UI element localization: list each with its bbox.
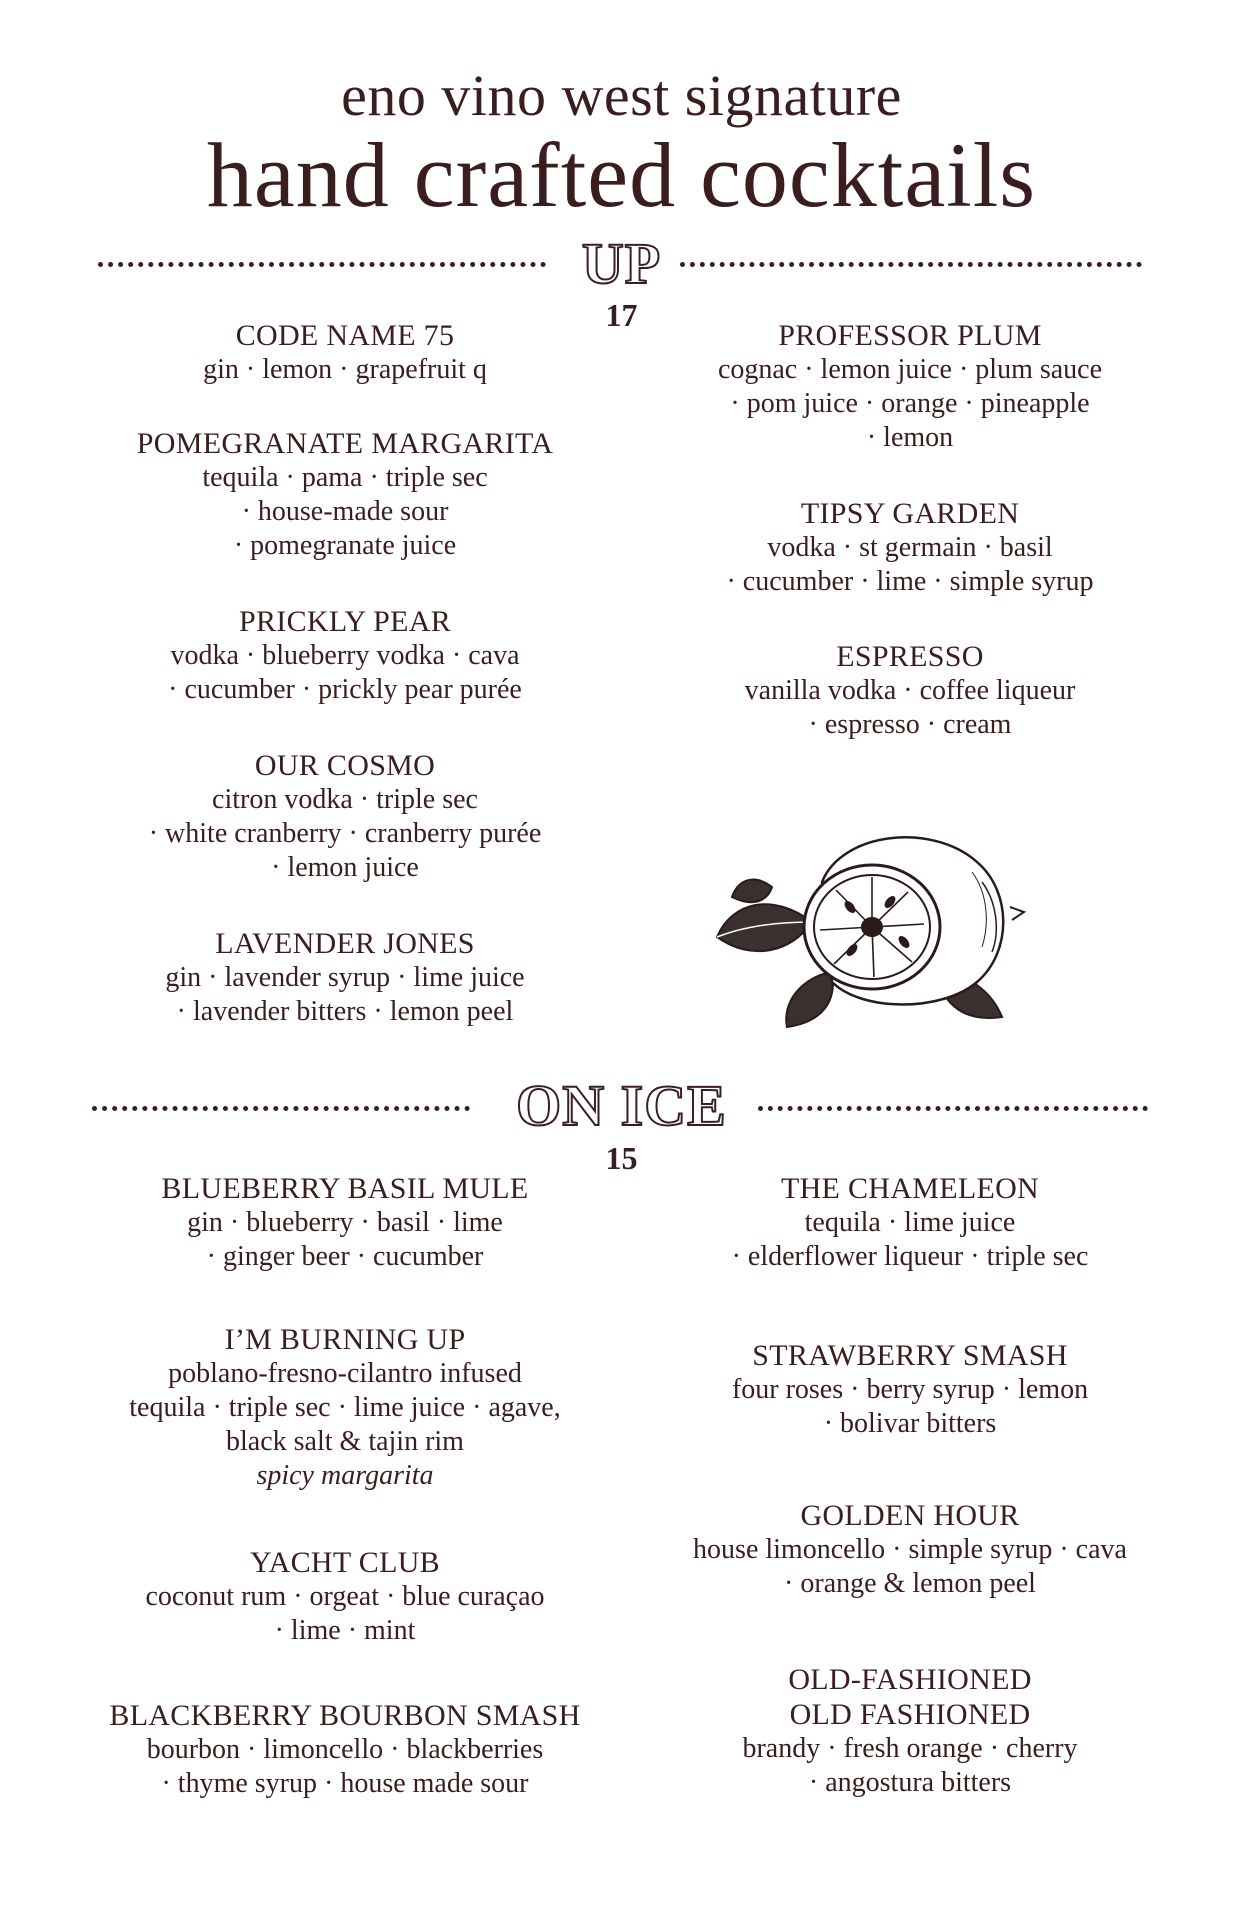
item-ingredients: brandy · fresh orange · cherry [742,1733,1078,1764]
item-name: STRAWBERRY SMASH [752,1339,1068,1372]
item-ingredients: · pom juice · orange · pineapple [730,388,1090,419]
item-name: BLUEBERRY BASIL MULE [161,1172,529,1205]
item-ingredients: gin · blueberry · basil · lime [187,1207,503,1238]
item-ingredients: · ginger beer · cucumber [206,1241,484,1272]
item-ingredients: · lemon juice [271,852,419,883]
menu-item [640,1171,1180,1274]
item-name: GOLDEN HOUR [800,1499,1020,1532]
menu-item [640,1662,1180,1800]
item-ingredients: · pomegranate juice [233,530,457,561]
on-ice-right-column [640,0,1180,1920]
item-ingredients: tequila · lime juice [804,1207,1016,1238]
item-name: CODE NAME 75 [235,319,455,352]
item-ingredients: · house-made sour [241,496,449,527]
item-ingredients: four roses · berry syrup · lemon [731,1374,1089,1405]
item-name: POMEGRANATE MARGARITA [136,427,554,460]
menu-item [90,1171,600,1274]
item-ingredients: · bolivar bitters [823,1408,997,1439]
item-ingredients: poblano-fresno-cilantro infused [168,1358,522,1389]
item-ingredients: · cucumber · prickly pear purée [168,674,522,705]
item-name: ESPRESSO [836,640,984,673]
item-ingredients: · lime · mint [274,1615,416,1646]
item-ingredients: · elderflower liqueur · triple sec [731,1241,1089,1272]
item-ingredients: · lemon [866,422,954,453]
item-name: THE CHAMELEON [780,1172,1040,1205]
item-ingredients: vanilla vodka · coffee liqueur [744,675,1076,706]
menu-item [90,1698,600,1801]
section-price-on-ice: 15 [605,1140,638,1176]
item-ingredients: · espresso · cream [808,709,1012,740]
item-ingredients: · angostura bitters [808,1767,1012,1798]
item-name: BLACKBERRY BOURBON SMASH [109,1699,581,1732]
menu-subtitle: eno vino west signature [341,63,902,128]
item-name: PROFESSOR PLUM [778,319,1042,352]
section-title-up: UP [581,231,662,296]
item-ingredients: · cucumber · lime · simple syrup [726,566,1094,597]
menu-item [90,1322,600,1493]
item-name: LAVENDER JONES [215,927,475,960]
item-ingredients: OLD FASHIONED [789,1698,1031,1731]
item-ingredients: tequila · triple sec · lime juice · agave, [129,1392,561,1423]
item-ingredients: · white cranberry · cranberry purée [148,818,542,849]
item-name: YACHT CLUB [250,1546,440,1579]
item-ingredients: citron vodka · triple sec [212,784,478,815]
item-ingredients: · orange & lemon peel [784,1568,1036,1599]
menu-title: hand crafted cocktails [206,124,1037,226]
item-ingredients: gin · lemon · grapefruit q [203,354,487,385]
section-price-up: 17 [605,297,638,333]
item-name: TIPSY GARDEN [800,497,1020,530]
item-ingredients: black salt & tajin rim [226,1426,464,1457]
item-ingredients: bourbon · limoncello · blackberries [146,1734,544,1765]
menu-item [90,1545,600,1648]
item-ingredients: coconut rum · orgeat · blue curaçao [145,1581,545,1612]
on-ice-left-column [90,0,600,1920]
item-ingredients: vodka · st germain · basil [767,532,1053,563]
item-ingredients: vodka · blueberry vodka · cava [170,640,520,671]
item-ingredients: · lavender bitters · lemon peel [176,996,514,1027]
item-name: OUR COSMO [254,749,436,782]
item-ingredients: cognac · lemon juice · plum sauce [717,354,1103,385]
item-name: OLD-FASHIONED [788,1663,1032,1696]
item-ingredients: tequila · pama · triple sec [202,462,488,493]
section-title-on-ice: ON ICE [516,1073,727,1138]
item-ingredients: · thyme syrup · house made sour [161,1768,529,1799]
menu-item [640,1498,1180,1601]
item-ingredients: house limoncello · simple syrup · cava [693,1534,1127,1565]
item-name: PRICKLY PEAR [238,605,452,638]
item-ingredients: gin · lavender syrup · lime juice [165,962,525,993]
menu-item [640,1338,1180,1441]
item-note: spicy margarita [256,1460,434,1491]
item-name: I’M BURNING UP [224,1323,466,1356]
